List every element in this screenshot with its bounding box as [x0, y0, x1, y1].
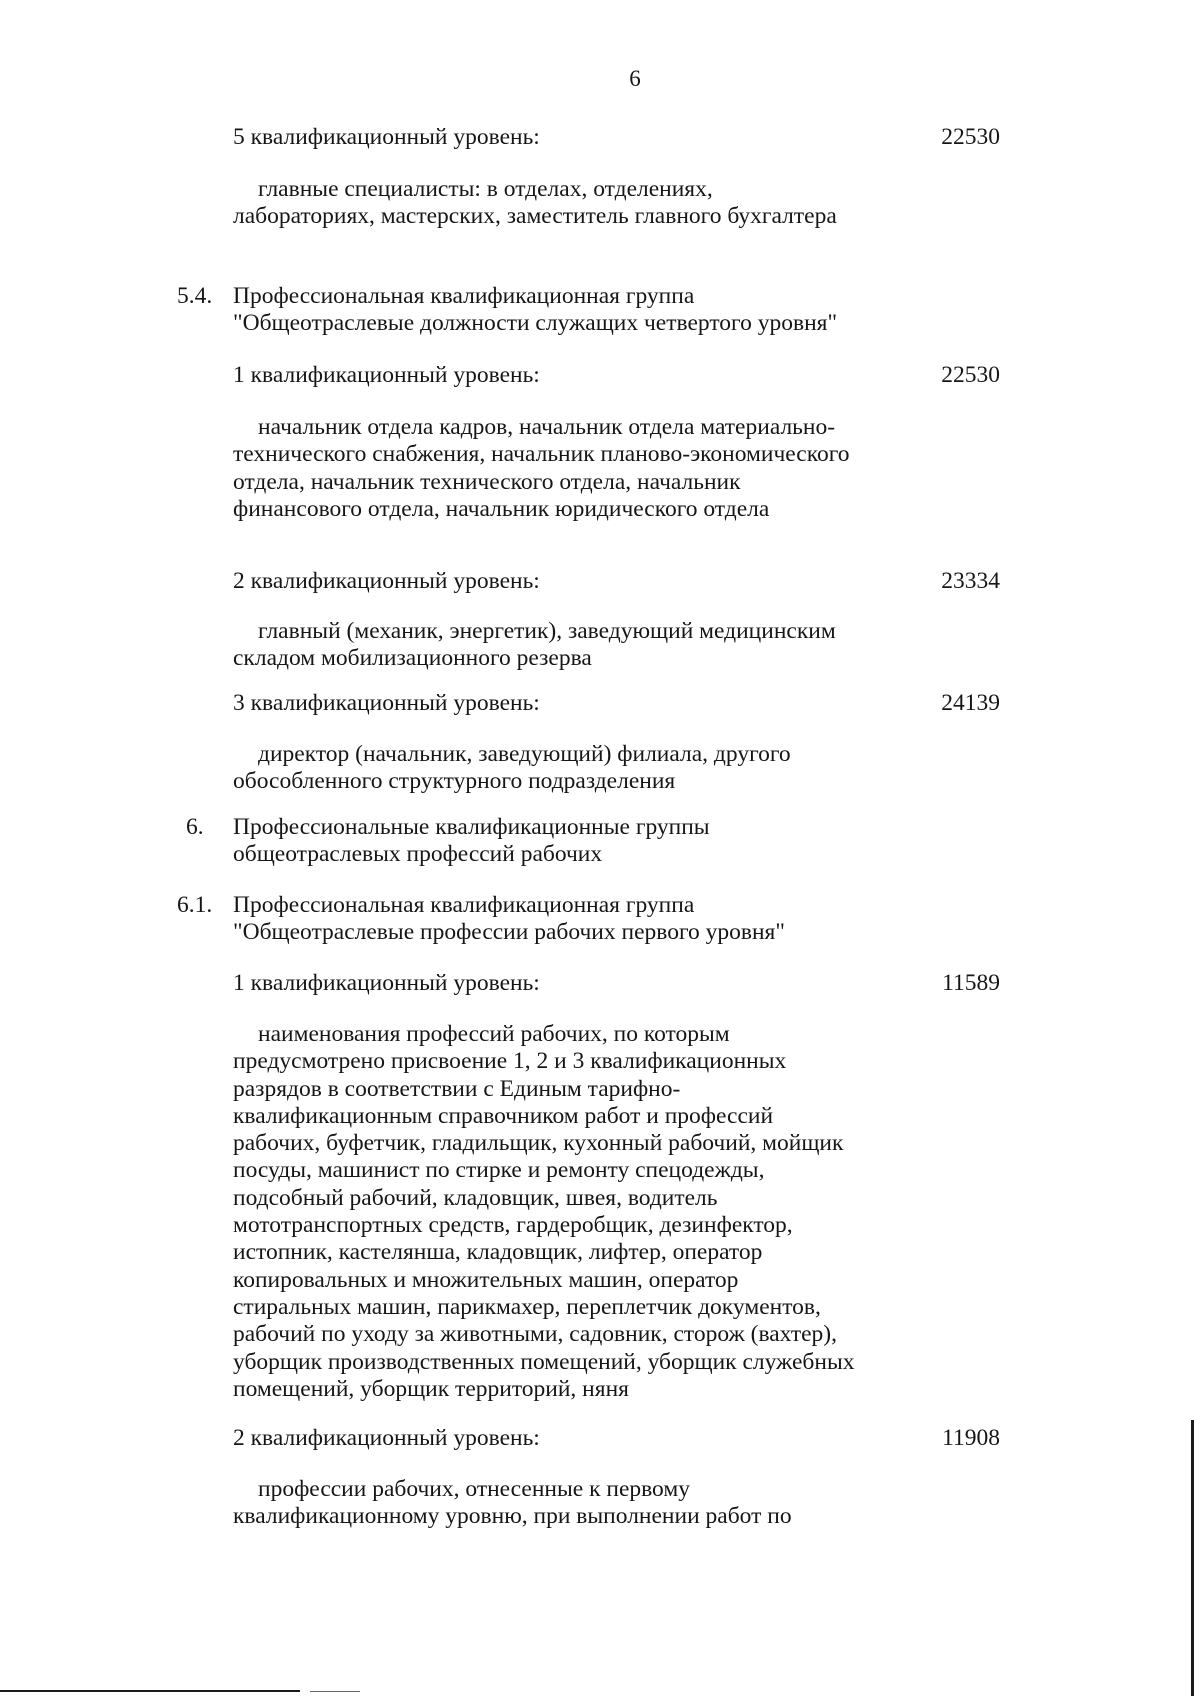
text-line: отдела, начальник технического отдела, начальник	[233, 468, 741, 495]
text-line: рабочий по уходу за животными, садовник, сторож (вахтер),	[233, 1321, 837, 1348]
level-description	[233, 176, 893, 231]
text-line: наименования профессий рабочих, по которым	[258, 1021, 730, 1047]
level-description	[233, 618, 893, 673]
text-line: главные специалисты: в отделах, отделениях,	[258, 176, 713, 202]
text-line: рабочих, буфетчик, гладильщик, кухонный рабочий, мойщик	[233, 1130, 844, 1157]
text-line: технического снабжения, начальник планово-экономического	[233, 441, 850, 468]
text-line: главный (механик, энергетик), заведующий медицинским	[258, 618, 836, 644]
text-line: Профессиональная квалификационная группа	[233, 283, 695, 309]
text-line: Профессиональная квалификационная группа	[233, 892, 695, 918]
text-line: предусмотрено присвоение 1, 2 и 3 квалификационных	[233, 1048, 787, 1075]
section-number: 6.1.	[177, 892, 213, 918]
level-heading: 1 квалификационный уровень:	[233, 970, 540, 996]
section-number: 6.	[186, 814, 204, 840]
text-line: финансового отдела, начальник юридического отдела	[233, 495, 770, 522]
level-heading: 1 квалификационный уровень:	[233, 362, 540, 388]
text-line: обособленного структурного подразделения	[233, 768, 676, 795]
text-line: разрядов в соответствии с Единым тарифно-	[233, 1075, 681, 1102]
scan-edge-line	[1191, 1420, 1194, 1696]
level-description	[233, 741, 893, 796]
text-line: "Общеотраслевые должности служащих четвертого уровня"	[233, 310, 838, 337]
salary-value: 22530	[941, 362, 1000, 388]
text-line: профессии рабочих, отнесенные к первому	[258, 1476, 690, 1502]
text-line: Профессиональные квалификационные группы	[233, 814, 710, 840]
salary-value: 11589	[942, 970, 1000, 996]
salary-value: 11908	[942, 1425, 1000, 1451]
level-heading: 3 квалификационный уровень:	[233, 690, 540, 716]
text-line: истопник, кастелянша, кладовщик, лифтер, оператор	[233, 1239, 763, 1266]
salary-value: 23334	[941, 568, 1000, 594]
level-heading: 2 квалификационный уровень:	[233, 568, 540, 594]
text-line: уборщик производственных помещений, уборщик служебных	[233, 1348, 855, 1375]
level-description	[233, 1021, 893, 1403]
salary-value: 22530	[941, 124, 1000, 150]
text-line: квалификационным справочником работ и профессий	[233, 1102, 774, 1129]
level-description	[233, 414, 893, 523]
level-heading: 2 квалификационный уровень:	[233, 1425, 540, 1451]
scan-edge-line	[0, 1690, 300, 1692]
text-line: директор (начальник, заведующий) филиала, другого	[258, 741, 791, 767]
text-line: посуды, машинист по стирке и ремонту спецодежды,	[233, 1157, 765, 1184]
group-title	[233, 814, 893, 869]
text-line: "Общеотраслевые профессии рабочих первого уровня"	[233, 919, 785, 946]
text-line: помещений, уборщик территорий, няня	[233, 1375, 629, 1402]
text-line: начальник отдела кадров, начальник отдела материально-	[258, 414, 836, 440]
text-line: мототранспортных средств, гардеробщик, дезинфектор,	[233, 1212, 793, 1239]
scan-edge-line	[310, 1691, 360, 1692]
group-title	[233, 283, 893, 338]
level-description	[233, 1476, 893, 1531]
page-number: 6	[629, 66, 641, 91]
text-line: квалификационному уровню, при выполнении работ по	[233, 1503, 792, 1530]
section-number: 5.4.	[177, 283, 213, 309]
level-heading: 5 квалификационный уровень:	[233, 124, 540, 150]
group-title	[233, 892, 893, 947]
text-line: складом мобилизационного резерва	[233, 645, 592, 672]
salary-value: 24139	[941, 690, 1000, 716]
text-line: стиральных машин, парикмахер, переплетчик документов,	[233, 1293, 821, 1320]
text-line: копировальных и множительных машин, оператор	[233, 1266, 739, 1293]
text-line: общеотраслевых профессий рабочих	[233, 841, 603, 868]
text-line: лабораториях, мастерских, заместитель главного бухгалтера	[233, 203, 837, 230]
text-line: подсобный рабочий, кладовщик, швея, водитель	[233, 1184, 718, 1211]
